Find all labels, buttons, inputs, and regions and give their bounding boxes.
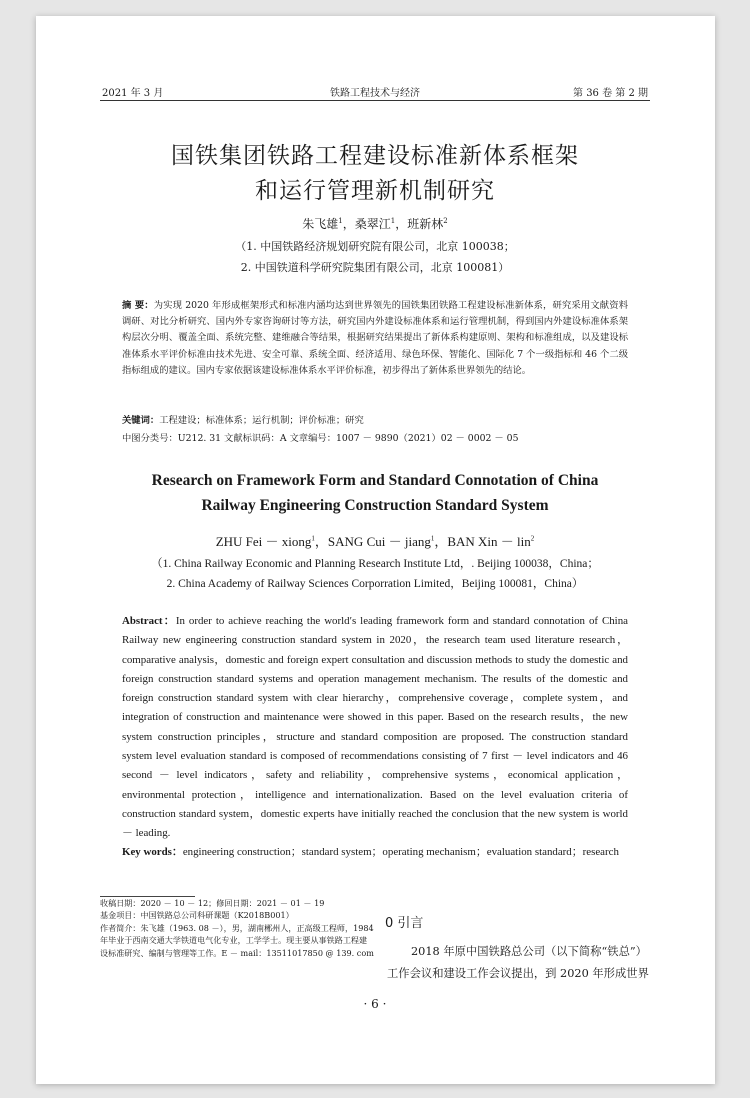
header-date: 2021 年 3 月 xyxy=(102,88,164,99)
footnote xyxy=(100,897,375,959)
en-affiliation-1: （1. China Railway Economic and Planning Research Institute Ltd，. Beijing 100038，China； xyxy=(151,558,599,570)
cn-author-3-sup: 2 xyxy=(443,217,448,225)
en-keywords-text: engineering construction；standard system；operating mechanism；evaluation standard；research xyxy=(182,846,619,858)
header-volume: 第 36 卷 第 2 期 xyxy=(573,88,648,99)
footnote-bio: 作者简介：朱飞雄（1963. 08 －），男，湖南郴州人，正高级工程师，1984 年毕业于西南交通大学铁道电气化专业，工学学士。现主要从事铁路工程建设标准研究、编制与管理等工作。E － mail：13511017850 @ 139. com xyxy=(100,922,374,958)
cn-author-1-sup: 1 xyxy=(338,217,343,225)
footnote-received: 收稿日期：2020 － 10 － 12；修回日期：2021 － 01 － 19 xyxy=(100,898,325,908)
en-author-1-sup: 1 xyxy=(311,534,315,543)
en-title-line1: Research on Framework Form and Standard Connotation of China xyxy=(151,472,599,489)
cn-author-2-sup: 1 xyxy=(390,217,396,225)
header-journal: 铁路工程技术与经济 xyxy=(330,88,420,99)
header-rule xyxy=(100,100,650,101)
footnote-fund: 基金项目：中国铁路总公司科研课题（K2018B001） xyxy=(100,910,294,921)
en-author-2: ，SANG Cui － jiang xyxy=(314,534,431,549)
en-author-3-sup: 2 xyxy=(530,534,535,543)
en-abstract xyxy=(122,612,628,844)
en-keywords-label: Key words： xyxy=(122,846,183,858)
en-affiliation-2: 2. China Academy of Railway Sciences Corporration Limited，Beijing 100081，China） xyxy=(166,578,584,590)
intro-heading: 0 引言 xyxy=(385,916,424,931)
cn-keywords-label: 关键词： xyxy=(122,415,160,426)
en-abstract-label: Abstract： xyxy=(122,615,176,627)
en-title-line2: Railway Engineering Construction Standard System xyxy=(201,497,549,514)
en-keywords xyxy=(122,843,628,862)
intro-text xyxy=(387,941,651,985)
en-abstract-text: In order to achieve reaching the world′s leading framework form and standard connotation of China Railway new engineering construction standard system in 2020，the research team used literature research，comparative analysis，domestic and foreign expert consultation and discussion methods to study the domestic and foreign construction standard systems and operation management mechanism. The results of the domestic and foreign construction standard system with clear hierarchy，comprehensive coverage，complete system，and integration of construction and maintenance were showed in this paper. Based on the research results，the new system construction principles，structure and standard composition are proposed. The construction standard system level evaluation standard is composed of recommendations consisting of 7 first － level indicators and 46 second － level indicators，safety and reliability，comprehensive systems，economical application，environmental protection，intelligence and internationalization. Based on the level evaluation criteria of construction standard system，domestic experts have initially reached the conclusion that the new system is world － leading. xyxy=(122,615,628,840)
en-author-3: ，BAN Xin － lin xyxy=(434,534,531,549)
en-author-2-sup: 1 xyxy=(430,534,435,543)
cn-author-1: 朱飞雄 xyxy=(302,217,339,231)
cn-classification: 中图分类号：U212. 31 文献标识码：A 文章编号：1007 － 9890（2021）02 － 0002 － 05 xyxy=(122,433,519,444)
cn-affiliation-1: （1. 中国铁路经济规划研究院有限公司，北京 100038； xyxy=(235,240,515,253)
cn-author-3: ，班新林 xyxy=(395,217,444,231)
cn-author-2: ，桑翠江 xyxy=(342,217,391,231)
cn-keywords xyxy=(122,413,628,429)
cn-authors xyxy=(0,215,750,232)
cn-keywords-text: 工程建设；标准体系；运行机制；评价标准；研究 xyxy=(159,415,364,426)
cn-title-line1: 国铁集团铁路工程建设标准新体系框架 xyxy=(171,143,579,169)
page-number: · 6 · xyxy=(363,997,387,1011)
cn-abstract xyxy=(122,298,628,379)
cn-abstract-label: 摘 要： xyxy=(122,300,154,311)
en-author-1: ZHU Fei － xiong xyxy=(215,534,312,549)
cn-abstract-text: 为实现 2020 年形成框架形式和标准内涵均达到世界领先的国铁集团铁路工程建设标准新体系，研究采用文献资料调研、对比分析研究、国内外专家咨询研讨等方法，研究国内外建设标准体系和运行管理机制，得到国内外建设标准体系架构层次分明、覆盖全面、系统完整、建维融合等结果，根据研究结果提出了新体系构建原则、架构和标准组成，以及建设标准体系水平评价标准由技术先进、安全可靠、系统全面、经济适用、绿色环保、智能化、国际化 7 个一级指标和 46 个二级指标组成的建议。国内专家依据该建设标准体系水平评价标准，初步得出了新体系世界领先的结论。 xyxy=(122,300,628,376)
cn-title-line2: 和运行管理新机制研究 xyxy=(255,178,495,204)
cn-affiliation-2: 2. 中国铁道科学研究院集团有限公司，北京 100081） xyxy=(240,261,510,274)
en-authors xyxy=(0,531,750,550)
intro-paragraph: 2018 年原中国铁路总公司（以下简称“铁总”）工作会议和建设工作会议提出，到 2020 年形成世界 xyxy=(387,945,649,980)
